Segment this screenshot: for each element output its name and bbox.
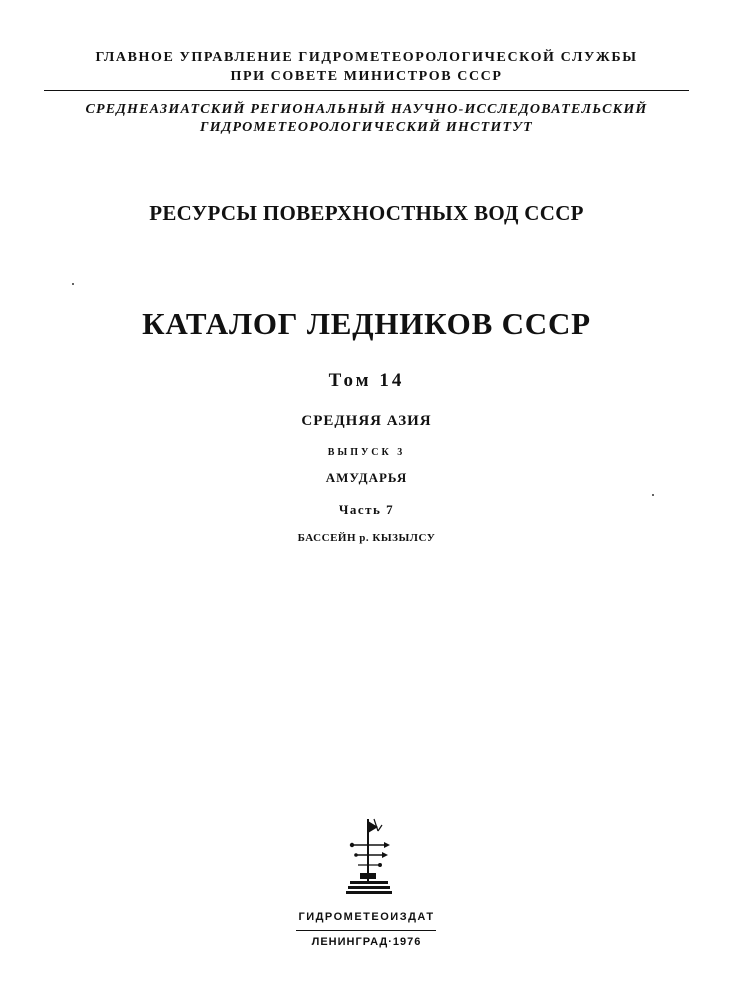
institute-line-1: СРЕДНЕАЗИАТСКИЙ РЕГИОНАЛЬНЫЙ НАУЧНО-ИССЛЕДОВАТЕЛЬСКИЙ <box>85 102 648 117</box>
print-speck <box>72 283 74 285</box>
organization-line-1: ГЛАВНОЕ УПРАВЛЕНИЕ ГИДРОМЕТЕОРОЛОГИЧЕСКОЙ СЛУЖБЫ <box>95 50 638 65</box>
volume-number: Том 14 <box>328 370 405 391</box>
print-speck <box>652 494 654 496</box>
part-number: Часть 7 <box>338 502 395 517</box>
river-name: АМУДАРЬЯ <box>325 470 408 485</box>
series-title: РЕСУРСЫ ПОВЕРХНОСТНЫХ ВОД СССР <box>149 201 584 225</box>
weather-vane-icon <box>338 815 400 897</box>
region-name: СРЕДНЯЯ АЗИЯ <box>301 413 432 429</box>
publisher-divider <box>296 930 436 931</box>
header-divider <box>44 90 689 91</box>
organization-line-2: ПРИ СОВЕТЕ МИНИСТРОВ СССР <box>230 69 503 84</box>
publisher-name: ГИДРОМЕТЕОИЗДАТ <box>298 911 435 923</box>
basin-name: БАССЕЙН р. КЫЗЫЛСУ <box>297 532 436 544</box>
book-title: КАТАЛОГ ЛЕДНИКОВ СССР <box>142 306 591 341</box>
city-year: ЛЕНИНГРАД·1976 <box>311 936 422 948</box>
issue-number: ВЫПУСК 3 <box>327 447 406 458</box>
institute-line-2: ГИДРОМЕТЕОРОЛОГИЧЕСКИЙ ИНСТИТУТ <box>200 120 533 135</box>
